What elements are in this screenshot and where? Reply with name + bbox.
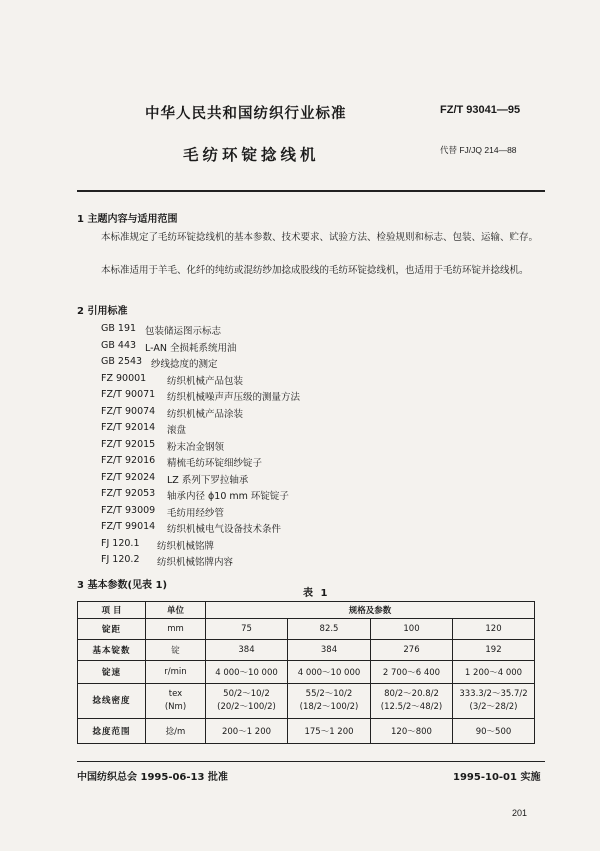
table-header-row bbox=[78, 602, 535, 619]
table-cell: 90～500 bbox=[453, 719, 535, 744]
row-unit: 锭 bbox=[146, 640, 206, 661]
footer-divider bbox=[77, 761, 545, 762]
reference-item bbox=[101, 405, 244, 420]
unit-line-alt: (Nm) bbox=[164, 702, 187, 712]
table-row bbox=[78, 684, 535, 719]
reference-item bbox=[101, 323, 222, 337]
row-label: 捻线密度 bbox=[78, 684, 146, 719]
table-cell bbox=[288, 684, 371, 719]
cell-line: 333.3/2～35.7/2 bbox=[459, 689, 528, 699]
reference-item bbox=[101, 438, 225, 453]
cell-line-alt: (12.5/2～48/2) bbox=[380, 702, 443, 712]
reference-code: FZ/T 92015 bbox=[101, 438, 156, 450]
reference-item bbox=[101, 471, 249, 486]
row-unit bbox=[146, 684, 206, 719]
reference-code: FZ/T 92016 bbox=[101, 455, 156, 466]
reference-title: 粉末冶金钢领 bbox=[167, 441, 225, 453]
reference-title: L-AN 全损耗系统用油 bbox=[145, 342, 237, 354]
table-cell: 1 200～4 000 bbox=[453, 661, 535, 684]
table-cell: 120 bbox=[453, 619, 535, 640]
reference-code: FZ 90001 bbox=[101, 372, 147, 384]
reference-code: FZ/T 90074 bbox=[101, 405, 156, 417]
reference-item bbox=[101, 488, 289, 502]
reference-title: 包装储运图示标志 bbox=[145, 326, 222, 337]
header-divider bbox=[77, 190, 545, 192]
reference-item bbox=[101, 372, 244, 387]
table-cell: 384 bbox=[288, 640, 371, 661]
reference-code: GB 191 bbox=[101, 323, 137, 334]
reference-code: FZ/T 92014 bbox=[101, 422, 156, 433]
reference-item bbox=[101, 554, 234, 568]
reference-code: FZ/T 99014 bbox=[101, 521, 156, 532]
reference-title: 毛纺用经纱管 bbox=[167, 507, 225, 519]
reference-code: FZ/T 92024 bbox=[101, 471, 156, 483]
cell-line-alt: (20/2～100/2) bbox=[217, 702, 276, 712]
header-unit: 单位 bbox=[146, 602, 206, 619]
reference-code: GB 2543 bbox=[101, 356, 143, 367]
table-caption: 表 1 bbox=[303, 588, 330, 599]
table-cell: 4 000～10 000 bbox=[206, 661, 288, 684]
table-cell: 192 bbox=[453, 640, 535, 661]
header-spec: 规格及参数 bbox=[206, 602, 535, 619]
reference-title: LZ 系列下罗拉轴承 bbox=[167, 474, 249, 486]
reference-title: 纺织机械铭牌 bbox=[157, 540, 215, 552]
row-unit: mm bbox=[146, 619, 206, 640]
standard-category-title: 中华人民共和国纺织行业标准 bbox=[145, 106, 347, 122]
table-cell bbox=[371, 684, 453, 719]
reference-code: FZ/T 92053 bbox=[101, 488, 156, 499]
unit-line: tex bbox=[168, 689, 183, 699]
reference-item bbox=[101, 422, 187, 436]
reference-item bbox=[101, 521, 282, 535]
section-1-paragraph-2: 本标准适用于羊毛、化纤的纯纺或混纺纱加捻成股线的毛纺环锭捻线机，也适用于毛纺环锭并捻线机。 bbox=[101, 265, 529, 276]
table-cell: 384 bbox=[206, 640, 288, 661]
table-cell: 82.5 bbox=[288, 619, 371, 640]
standard-number: FZ/T 93041—95 bbox=[440, 104, 521, 116]
row-unit: r/min bbox=[146, 661, 206, 684]
cell-line: 50/2～10/2 bbox=[223, 689, 270, 699]
replaces-note: 代替 FJ/JQ 214—88 bbox=[440, 145, 517, 155]
section-2-heading: 2 引用标准 bbox=[77, 306, 128, 317]
implementation-line: 1995-10-01 实施 bbox=[453, 772, 541, 783]
section-1-paragraph-1: 本标准规定了毛纺环锭捻线机的基本参数、技术要求、试验方法、检验规则和标志、包装、运输、贮存。 bbox=[101, 232, 539, 243]
cell-line: 80/2～20.8/2 bbox=[384, 689, 439, 699]
reference-title: 轴承内径 ϕ10 mm 环锭锭子 bbox=[167, 491, 289, 502]
reference-code: FJ 120.2 bbox=[101, 554, 140, 565]
reference-item bbox=[101, 339, 237, 354]
header-item: 项 目 bbox=[78, 602, 146, 619]
table-cell: 4 000～10 000 bbox=[288, 661, 371, 684]
table-cell: 200～1 200 bbox=[206, 719, 288, 744]
reference-title: 纺织机械铭牌内容 bbox=[157, 557, 234, 568]
table-cell: 276 bbox=[371, 640, 453, 661]
row-label: 捻度范围 bbox=[78, 719, 146, 744]
reference-title: 纺织机械噪声声压级的测量方法 bbox=[167, 392, 301, 403]
reference-title: 纺织机械电气设备技术条件 bbox=[167, 524, 282, 535]
row-label: 基本锭数 bbox=[78, 640, 146, 661]
reference-code: FJ 120.1 bbox=[101, 537, 140, 549]
row-unit: 捻/m bbox=[146, 719, 206, 744]
table-cell: 120～800 bbox=[371, 719, 453, 744]
section-3-heading: 3 基本参数(见表 1) bbox=[77, 580, 168, 591]
reference-code: FZ/T 90071 bbox=[101, 389, 156, 400]
cell-line-alt: (18/2～100/2) bbox=[299, 702, 359, 712]
reference-item bbox=[101, 356, 218, 370]
reference-item bbox=[101, 504, 225, 519]
reference-item bbox=[101, 455, 263, 469]
table-cell: 75 bbox=[206, 619, 288, 640]
reference-item bbox=[101, 389, 301, 403]
reference-code: GB 443 bbox=[101, 339, 137, 351]
table-cell: 2 700～6 400 bbox=[371, 661, 453, 684]
reference-title: 精梳毛纺环锭细纱锭子 bbox=[167, 458, 263, 469]
row-label: 锭距 bbox=[78, 619, 146, 640]
table-row bbox=[78, 719, 535, 744]
row-label: 锭速 bbox=[78, 661, 146, 684]
reference-item bbox=[101, 537, 215, 552]
spec-table bbox=[77, 601, 535, 744]
reference-title: 滚盘 bbox=[167, 425, 187, 436]
page-number: 201 bbox=[512, 808, 528, 818]
cell-line-alt: (3/2～28/2) bbox=[469, 702, 518, 712]
table-cell: 100 bbox=[371, 619, 453, 640]
approval-line: 中国纺织总会 1995-06-13 批准 bbox=[77, 772, 228, 783]
document-title: 毛纺环锭捻线机 bbox=[183, 146, 320, 164]
table-cell bbox=[206, 684, 288, 719]
table-row bbox=[78, 640, 535, 661]
reference-title: 纺织机械产品包装 bbox=[167, 375, 244, 387]
table-cell: 175～1 200 bbox=[288, 719, 371, 744]
reference-title: 纺织机械产品涂装 bbox=[167, 408, 244, 420]
table-row bbox=[78, 619, 535, 640]
section-1-heading: 1 主题内容与适用范围 bbox=[77, 214, 178, 225]
table-row bbox=[78, 661, 535, 684]
table-cell bbox=[453, 684, 535, 719]
reference-title: 纱线捻度的测定 bbox=[151, 359, 218, 370]
reference-code: FZ/T 93009 bbox=[101, 504, 156, 516]
cell-line: 55/2～10/2 bbox=[305, 689, 353, 699]
